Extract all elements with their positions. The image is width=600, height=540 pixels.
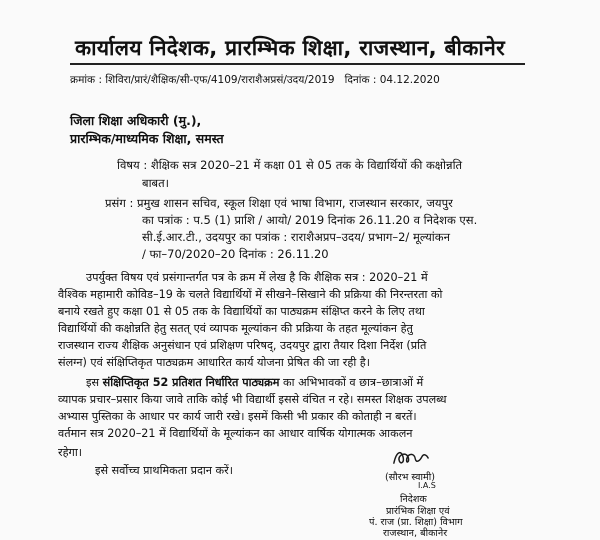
subject-line-2: बाबत।	[142, 176, 170, 190]
signatory-service: I.A.S	[418, 481, 436, 491]
header-divider	[70, 63, 525, 65]
reference-para-4: / फा–70/2020–20 दिनांक : 26.11.20	[142, 247, 329, 261]
addressee-line-2: प्रारम्भिक/माध्यमिक शिक्षा, समस्त	[70, 131, 224, 146]
reference-para-2: का पत्रांक : प.5 (1) प्राशि / आयो/ 2019 दिनांक 26.11.20 व निदेशक एस.	[142, 213, 478, 227]
ref-number: क्रमांक : शिविरा/प्रारं/शैक्षिक/सी-एफ/4109/राराशैअप्रसं/उदय/2019	[70, 74, 335, 86]
letter-date: दिनांक : 04.12.2020	[344, 74, 440, 86]
signatory-dept-2: पं. राज (प्रा. शिक्षा) विभाग	[369, 516, 463, 528]
reference-line	[70, 73, 440, 87]
body-line-7	[86, 375, 423, 390]
body-line-8: व्यापक प्रचार–प्रसार किया जावे ताकि कोई भी विद्यार्थी इससे वंचित न रहे। समस्त शिक्षक उपलब्ध	[58, 393, 447, 406]
body-line-11: रहेगा।	[58, 446, 82, 459]
addressee-line-1: जिला शिक्षा अधिकारी (मु.),	[70, 113, 202, 128]
office-title: कार्यालय निदेशक, प्रारम्भिक शिक्षा, राजस्थान, बीकानेर	[75, 36, 505, 60]
body-line-9: अभ्यास पुस्तिका के आधार पर कार्य जारी रखे। इसमें किसी भी प्रकार की कोताही न बरतें।	[58, 410, 417, 423]
body-line-4: विद्यार्थियों की कक्षोन्नति हेतु सतत् एवं व्यापक मूल्यांकन की प्रक्रिया के तहत मूल्यांकन हेतु	[58, 322, 413, 335]
reference-para-3: सी.ई.आर.टी., उदयपुर का पत्रांक : राराशैअप्रप–उदय/ प्रभाग–2/ मूल्यांकन	[142, 230, 450, 244]
closing-line: इसे सर्वोच्च प्राथमिकता प्रदान करें।	[95, 464, 233, 477]
reference-para-1: प्रसंग : प्रमुख शासन सचिव, स्कूल शिक्षा एवं भाषा विभाग, राजस्थान सरकार, जयपुर	[105, 196, 453, 210]
subject-line-1: विषय : शैक्षिक सत्र 2020–21 में कक्षा 01 से 05 तक के विद्यार्थियों की कक्षोन्नति	[117, 158, 463, 172]
signatory-dept-1: प्रारंभिक शिक्षा एवं	[386, 505, 450, 517]
signatory-title: निदेशक	[400, 494, 427, 506]
body-line-10: वर्तमान सत्र 2020–21 में विद्यार्थियों के मूल्यांकन का आधार वार्षिक योगात्मक आकलन	[58, 427, 413, 440]
body-line-2: वैश्विक महामारी कोविड–19 के चलते विद्यार्थियों में सीखने–सिखाने की प्रक्रिया की निरन्तरता को	[58, 288, 443, 301]
body-line-6: संलग्न) एवं संक्षिप्तिकृत पाठ्यक्रम आधारित कार्य योजना प्रेषित की जा रही है।	[58, 356, 370, 369]
body-line-7-end: का अभिभावकों व छात्र–छात्राओं में	[279, 376, 424, 389]
signature-icon	[388, 446, 434, 470]
signatory-name: (सौरभ स्वामी)	[385, 472, 435, 483]
body-line-3: बनाये रखते हुए कक्षा 01 से 05 तक के विद्यार्थियों का पाठ्यक्रम संक्षिप्त करने के लिए तथा	[58, 305, 425, 318]
body-line-7-start: इस	[86, 376, 103, 389]
body-line-5: राजस्थान राज्य शैक्षिक अनुसंधान एवं प्रशिक्षण परिषद्, उदयपुर द्वारा तैयार दिशा निर्देश (प्रति	[58, 339, 427, 352]
body-line-1: उपर्युक्त विषय एवं प्रसंगान्तर्गत पत्र के क्रम में लेख है कि शैक्षिक सत्र : 2020–21 में	[86, 271, 428, 284]
signatory-place: राजस्थान, बीकानेर	[383, 528, 448, 539]
highlighted-curriculum: संक्षिप्तिकृत 52 प्रतिशत निर्धारित पाठ्यक्रम	[102, 376, 280, 389]
